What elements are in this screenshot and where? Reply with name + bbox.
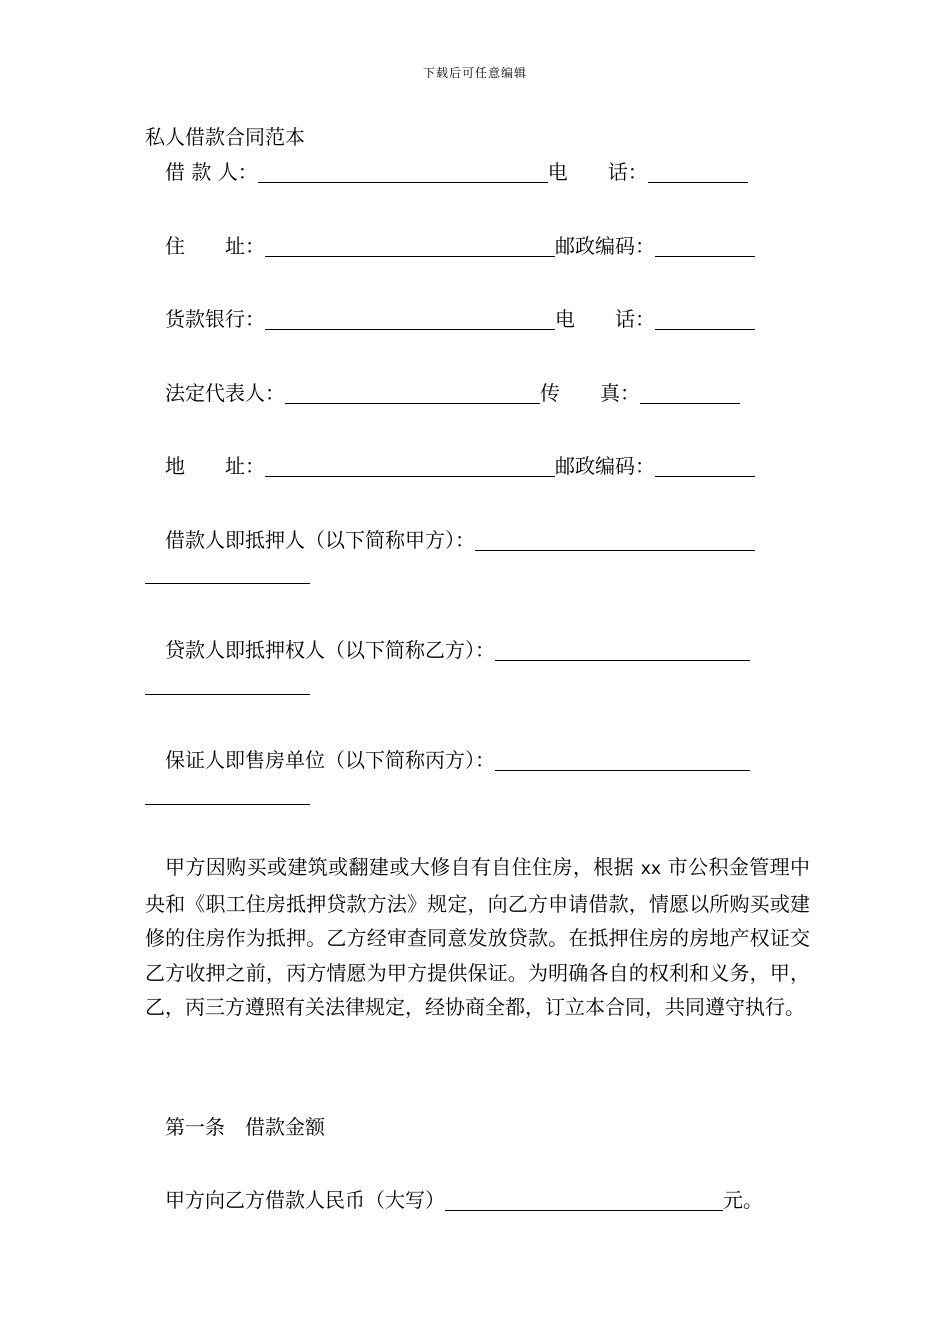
field-label-postcode: 邮政编码：	[555, 234, 655, 258]
download-note: 下载后可任意编辑	[422, 66, 527, 80]
postcode-blank[interactable]	[655, 236, 755, 257]
field-label-phone: 电 话：	[547, 160, 648, 184]
fax-blank[interactable]	[640, 383, 740, 404]
field-label-legal-rep: 法定代表人：	[165, 381, 285, 405]
preamble-text-2: 市公积金管理中央和《职工住房抵押贷款方法》规定，向乙方申请借款，情愿以所购买或建修的住房作为抵押。乙方经审查同意发放贷款。在抵押住房的房地产权证交乙方收押之前，丙方情愿为甲方提供保证。为明确各自的权利和义务，甲，乙，丙三方遵照有关法律规定，经协商全都，订立本合同，共同遵守执行。	[145, 855, 811, 1019]
amount-suffix: 元。	[723, 1188, 763, 1212]
field-label-bank: 货款银行：	[165, 307, 265, 331]
bank-postcode-blank[interactable]	[655, 456, 755, 477]
party-c-row	[165, 745, 750, 775]
field-row-legal-rep	[165, 378, 740, 408]
party-c-blank[interactable]	[495, 750, 750, 771]
party-a-label: 借款人即抵押人（以下简称甲方）：	[165, 528, 475, 552]
party-b-row	[165, 635, 750, 665]
field-row-bank-address	[165, 451, 755, 481]
party-c-blank-continued[interactable]	[145, 804, 310, 805]
field-label-fax: 传 真：	[540, 381, 640, 405]
party-b-label: 贷款人即抵押权人（以下简称乙方）：	[165, 638, 495, 662]
bank-address-blank[interactable]	[265, 456, 555, 477]
bank-blank[interactable]	[265, 309, 555, 330]
amount-blank[interactable]	[445, 1190, 723, 1211]
party-a-blank[interactable]	[475, 530, 755, 551]
field-row-address	[165, 231, 755, 261]
field-row-borrower	[165, 157, 748, 187]
field-label-address: 住 址：	[165, 234, 265, 258]
party-b-blank[interactable]	[495, 640, 750, 661]
preamble-text-1: 甲方因购买或建筑或翻建或大修自有自住住房，根据	[165, 855, 641, 879]
party-a-row	[165, 525, 755, 555]
borrower-blank[interactable]	[258, 162, 548, 183]
party-b-blank-continued[interactable]	[145, 694, 310, 695]
amount-label: 甲方向乙方借款人民币（大写）	[165, 1188, 445, 1212]
document-title: 私人借款合同范本	[145, 125, 305, 149]
party-c-label: 保证人即售房单位（以下简称丙方）：	[165, 748, 495, 772]
article-1-amount-row	[165, 1185, 763, 1215]
field-label-bank-phone: 电 话：	[555, 307, 655, 331]
phone-blank[interactable]	[648, 162, 748, 183]
party-a-blank-continued[interactable]	[145, 583, 310, 584]
article-1-heading: 第一条 借款金额	[165, 1115, 325, 1139]
preamble-paragraph	[145, 850, 810, 1025]
field-label-bank-postcode: 邮政编码：	[555, 454, 655, 478]
address-blank[interactable]	[265, 236, 555, 257]
legal-rep-blank[interactable]	[285, 383, 540, 404]
field-row-bank	[165, 304, 755, 334]
field-label-borrower: 借 款 人：	[165, 160, 258, 184]
city-placeholder: xx	[640, 859, 661, 879]
bank-phone-blank[interactable]	[655, 309, 755, 330]
field-label-bank-address: 地 址：	[165, 454, 265, 478]
